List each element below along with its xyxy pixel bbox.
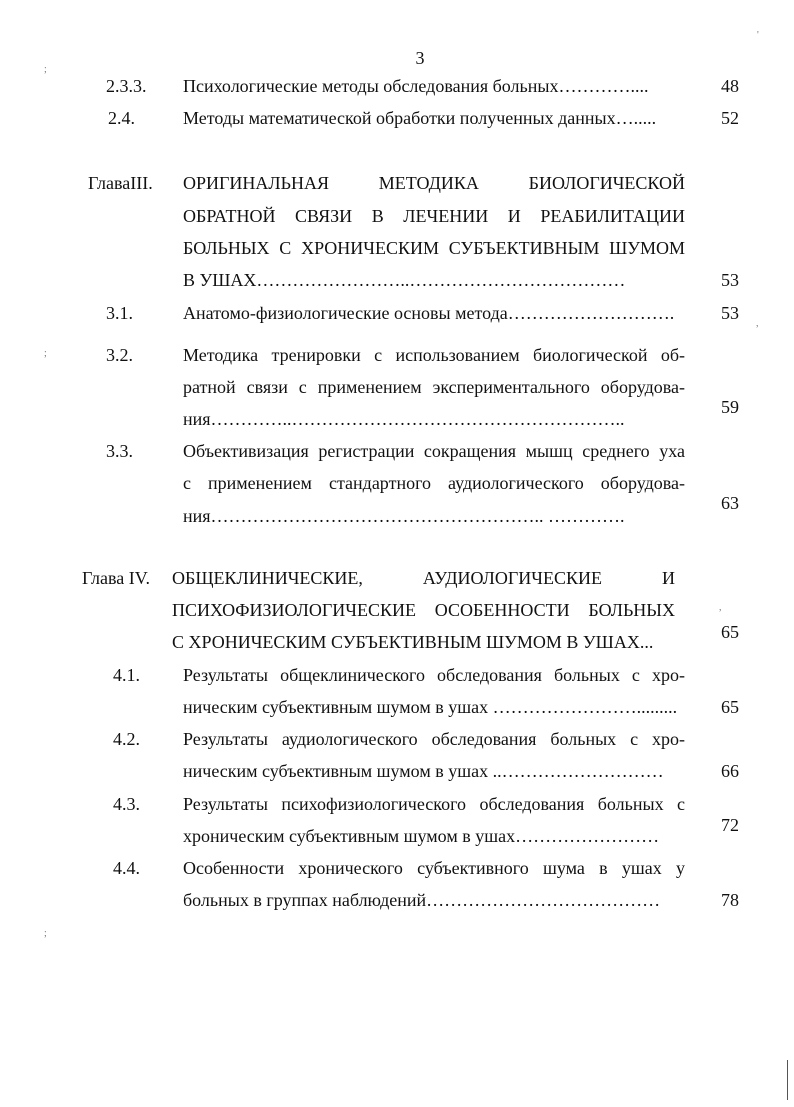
toc-entry-page: 52 bbox=[721, 108, 739, 128]
scan-speck: ' bbox=[757, 30, 759, 41]
toc-chapter-page: 65 bbox=[721, 622, 739, 642]
toc-entry-title-line: Результаты общеклинического обследования больных с хро- bbox=[183, 665, 685, 685]
toc-entry-page: 78 bbox=[721, 890, 739, 910]
toc-chapter-title-line: ПСИХОФИЗИОЛОГИЧЕСКИЕ ОСОБЕННОСТИ БОЛЬНЫХ bbox=[172, 600, 675, 620]
scan-speck: , bbox=[756, 318, 759, 329]
toc-entry-title-line: больных в группах наблюдений………………………………… bbox=[183, 890, 661, 910]
toc-entry-title-line: Особенности хронического субъективного шума в ушах у bbox=[183, 858, 685, 878]
toc-entry-title-line: с применением стандартного аудиологического оборудова- bbox=[183, 473, 685, 493]
scan-edge-line bbox=[787, 1060, 788, 1100]
scan-speck: ; bbox=[44, 64, 47, 75]
toc-chapter-title-line: С ХРОНИЧЕСКИМ СУБЪЕКТИВНЫМ ШУМОМ В УШАХ... bbox=[172, 632, 654, 652]
toc-entry-number: 4.1. bbox=[113, 665, 140, 685]
toc-entry-title-line: ратной связи с применением экспериментального оборудова- bbox=[183, 377, 685, 397]
toc-chapter-number: ГлаваIII. bbox=[88, 173, 153, 193]
toc-entry-number: 3.2. bbox=[106, 345, 133, 365]
toc-chapter-title-line: ОРИГИНАЛЬНАЯ МЕТОДИКА БИОЛОГИЧЕСКОЙ bbox=[183, 173, 685, 193]
toc-entry-title-line: ническим субъективным шумом в ушах ……………………......... bbox=[183, 697, 678, 717]
toc-entry-number: 2.3.3. bbox=[106, 76, 147, 96]
toc-chapter-title-line: ОБЩЕКЛИНИЧЕСКИЕ, АУДИОЛОГИЧЕСКИЕ И bbox=[172, 568, 675, 588]
toc-entry-title-line: ническим субъективным шумом в ушах ..……………………… bbox=[183, 761, 664, 781]
toc-entry-title-line: хроническим субъективным шумом в ушах…………………… bbox=[183, 826, 660, 846]
toc-entry-page: 48 bbox=[721, 76, 739, 96]
toc-entry-number: 4.2. bbox=[113, 729, 140, 749]
toc-entry-title-line: ния…………..……………………………………………….. bbox=[183, 409, 625, 429]
toc-chapter-number: Глава IV. bbox=[82, 568, 150, 588]
toc-chapter-title-line: В УШАХ……………………..……………………………… bbox=[183, 270, 626, 290]
page-number: 3 bbox=[415, 48, 425, 68]
toc-chapter-title-line: ОБРАТНОЙ СВЯЗИ В ЛЕЧЕНИИ И РЕАБИЛИТАЦИИ bbox=[183, 206, 685, 226]
toc-entry-page: 66 bbox=[721, 761, 739, 781]
toc-entry-page: 53 bbox=[721, 303, 739, 323]
scan-speck: ; bbox=[44, 348, 47, 359]
toc-entry-page: 63 bbox=[721, 493, 739, 513]
scan-speck: , bbox=[719, 602, 722, 613]
toc-entry-title-line: Результаты аудиологического обследования больных с хро- bbox=[183, 729, 685, 749]
toc-entry-title-line: Объективизация регистрации сокращения мышц среднего уха bbox=[183, 441, 685, 461]
toc-entry-title-line: Анатомо-физиологические основы метода………………………. bbox=[183, 303, 675, 323]
toc-entry-page: 65 bbox=[721, 697, 739, 717]
toc-entry-number: 4.4. bbox=[113, 858, 140, 878]
toc-entry-title-line: Методика тренировки с использованием биологической об- bbox=[183, 345, 685, 365]
toc-chapter-title-line: БОЛЬНЫХ С ХРОНИЧЕСКИМ СУБЪЕКТИВНЫМ ШУМОМ bbox=[183, 238, 685, 258]
scan-speck: ; bbox=[44, 928, 47, 939]
toc-entry-title-line: Методы математической обработки полученных данных…..... bbox=[183, 108, 657, 128]
toc-entry-page: 59 bbox=[721, 397, 739, 417]
toc-entry-number: 3.3. bbox=[106, 441, 133, 461]
toc-entry-title-line: Результаты психофизиологического обследования больных с bbox=[183, 794, 685, 814]
toc-entry-title-line: Психологические методы обследования больных………….... bbox=[183, 76, 649, 96]
toc-entry-number: 4.3. bbox=[113, 794, 140, 814]
toc-chapter-page: 53 bbox=[721, 270, 739, 290]
toc-entry-number: 3.1. bbox=[106, 303, 133, 323]
toc-entry-number: 2.4. bbox=[108, 108, 135, 128]
toc-entry-page: 72 bbox=[721, 815, 739, 835]
toc-entry-title-line: ния……………………………………………….. …………. bbox=[183, 506, 625, 526]
